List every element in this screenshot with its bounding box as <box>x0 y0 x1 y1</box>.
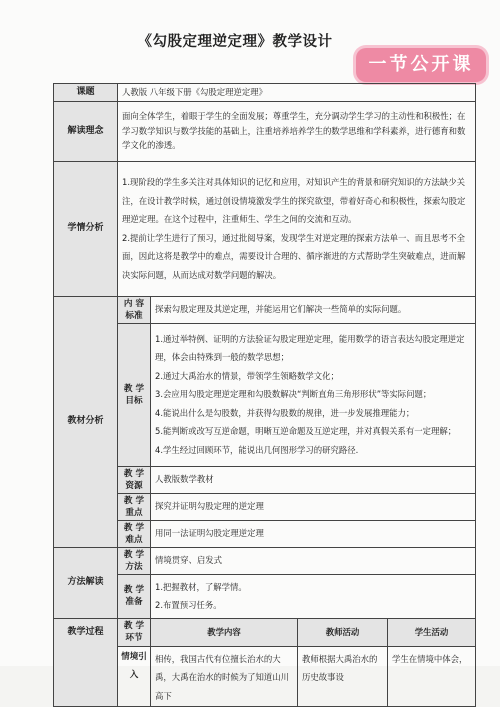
preparation-row <box>54 574 476 618</box>
analysis-paragraph-2: 2.提前让学生进行了预习，通过批阅导案，发现学生对逆定理的探索方法单一、而且思考不全面，因此这将是教学中的难点，需要设计合理的、循序渐进的方式帮助学生突破难点，进而解决实际问题，从而达成对数学问题的解决。 <box>122 232 466 280</box>
topic-value: 人教版 八年级下册《勾股定理逆定理》 <box>118 84 476 102</box>
lesson-plan-table <box>53 83 476 707</box>
content-standard-label: 内 容标准 <box>118 296 151 323</box>
goal-item: 3.会应用勾股定理逆定理和勾股数解决“判断直角三角形形状”等实际问题； <box>155 389 432 400</box>
goal-item: 1.通过举特例、证明的方法验证勾股定理逆定理，能用数学的语言表达勾股定理逆定理，体会由特殊到一般的数学思想； <box>155 333 465 363</box>
goals-row <box>54 323 476 466</box>
intro-student-activity: 学生在情境中体会， <box>388 646 476 707</box>
intro-teacher-activity: 教师根据大禹治水的历史故事设 <box>298 646 388 707</box>
analysis-text <box>118 161 476 296</box>
key-point-value: 探究并证明勾股定理的逆定理 <box>151 493 476 520</box>
preparation-label: 教 学准备 <box>118 574 151 618</box>
preparation-item: 1.把握教材，了解学情。 <box>155 581 247 592</box>
analysis-paragraph-1: 1.现阶段的学生多关注对具体知识的记忆和应用，对知识产生的背景和研究知识的方法缺少关注，在设计教学时候，通过创设情境激发学生的探究欲望，带着好奇心和积极性，探索勾股定理逆定理。在这个过程中，注重师生、学生之间的交流和互动。 <box>122 177 466 224</box>
preparation-list <box>151 574 476 618</box>
process-label: 教学过程 <box>54 618 118 707</box>
concept-row <box>54 101 476 161</box>
resource-label: 教 学资源 <box>118 466 151 493</box>
intro-phase: 情境引入 <box>118 646 151 707</box>
intro-content: 相传，我国古代有位擅长治水的大禹，大禹在治水的时候为了知道山川高下 <box>151 646 298 707</box>
student-column-header: 学生活动 <box>388 618 476 646</box>
teaching-method-label: 教 学方法 <box>118 547 151 574</box>
goal-item: 2.通过大禹治水的情景，带领学生领略数学文化； <box>155 370 339 381</box>
document-title: 《勾股定理逆定理》教学设计 <box>137 34 333 50</box>
analysis-label: 学情分析 <box>54 161 118 296</box>
process-header-row <box>54 618 476 646</box>
difficulty-row <box>54 520 476 547</box>
key-point-row <box>54 493 476 520</box>
topic-label: 课题 <box>54 84 118 102</box>
concept-label: 解读理念 <box>54 101 118 161</box>
material-label: 教材分析 <box>54 296 118 547</box>
content-column-header: 教学内容 <box>151 618 298 646</box>
goals-list <box>151 323 476 466</box>
goal-item: 4.能说出什么是勾股数，并获得勾股数的规律，进一步发展推理能力； <box>155 407 415 418</box>
difficulty-value: 用同一法证明勾股定理逆定理 <box>151 520 476 547</box>
key-point-label: 教 学重点 <box>118 493 151 520</box>
concept-text <box>118 101 476 161</box>
goal-item: 4.学生经过回顾环节，能说出几何图形学习的研究路径. <box>155 444 359 455</box>
concept-paragraph: 面向全体学生，着眼于学生的全面发展；尊重学生，充分调动学生学习的主动性和积极性；在学习数学知识与数学技能的基础上，注重培养培养学生的数学思维和学科素养，进行德育和数学文化的渗透。 <box>122 111 466 151</box>
resource-row <box>54 466 476 493</box>
content-standard-row <box>54 296 476 323</box>
goal-item: 5.能判断或改写互逆命题，明晰互逆命题及互逆定理，并对真假关系有一定理解； <box>155 426 457 437</box>
difficulty-label: 教 学难点 <box>118 520 151 547</box>
public-lesson-badge: 一节公开课 <box>356 48 486 82</box>
method-label: 方法解读 <box>54 547 118 618</box>
phase-column-header: 教 学环节 <box>118 618 151 646</box>
goals-label: 教 学目标 <box>118 323 151 466</box>
analysis-row <box>54 161 476 296</box>
preparation-item: 2.布置预习任务。 <box>155 600 222 610</box>
teacher-column-header: 教师活动 <box>298 618 388 646</box>
resource-value: 人教版数学教材 <box>151 466 476 493</box>
content-standard-value: 探索勾股定理及其逆定理，并能运用它们解决一些简单的实际问题。 <box>151 296 476 323</box>
method-row <box>54 547 476 574</box>
intro-row <box>54 646 476 707</box>
topic-row <box>54 84 476 102</box>
teaching-method-value: 情境贯穿、启发式 <box>151 547 476 574</box>
